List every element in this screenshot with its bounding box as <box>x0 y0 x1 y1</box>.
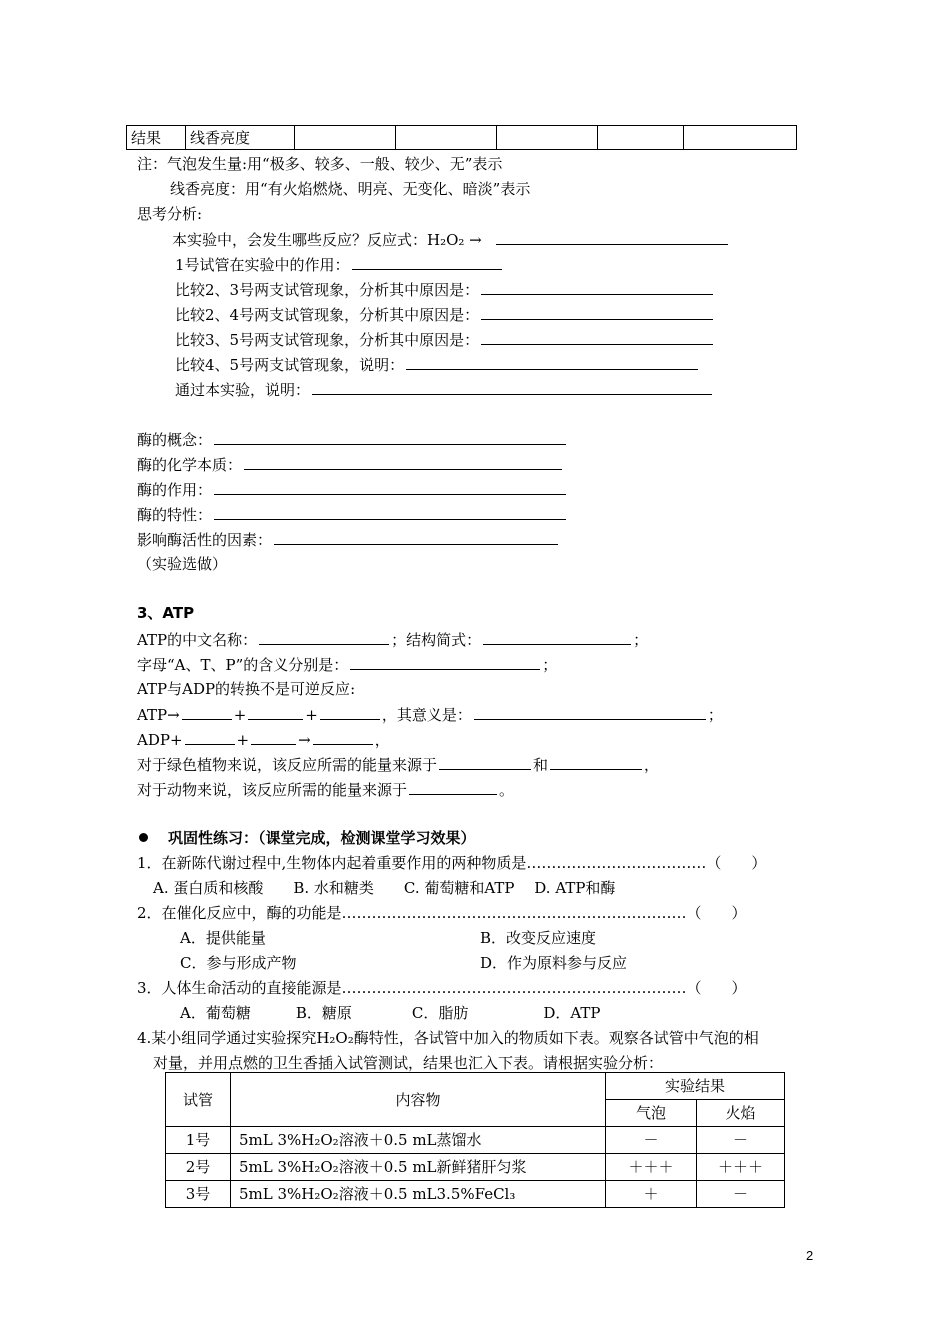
answer-blank[interactable] <box>312 380 712 395</box>
enzyme-property <box>137 505 568 524</box>
exercise-q1-options: A. 蛋白质和核酸 B. 水和糖类 C. 葡萄糖和ATP D. ATP和酶 <box>153 879 616 897</box>
analysis-q6-text: 比较4、5号两支试管现象，说明： <box>175 356 405 374</box>
atp-comma: ， <box>644 756 660 774</box>
analysis-q5 <box>175 330 715 349</box>
content-cell: 5mL 3%H₂O₂溶液＋0.5 mL新鲜猪肝匀浆 <box>231 1154 606 1181</box>
analysis-q5-text: 比较3、5号两支试管现象，分析其中原因是： <box>175 331 480 349</box>
atp-structure-label: ；结构简式： <box>391 631 482 649</box>
answer-blank[interactable] <box>214 430 566 445</box>
atp-heading: 3、ATP <box>137 604 195 622</box>
result-row-table <box>126 125 797 150</box>
experiment-table <box>165 1072 785 1208</box>
exercise-q2-option-a: A．提供能量 <box>180 929 266 947</box>
answer-blank[interactable] <box>320 705 380 720</box>
atp-semicolon: ； <box>542 656 558 674</box>
optional-experiment: （实验选做） <box>137 555 228 573</box>
header-result: 实验结果 <box>606 1073 785 1100</box>
analysis-title: 思考分析: <box>137 205 203 223</box>
enzyme-factors-text: 影响酶活性的因素： <box>137 531 273 549</box>
empty-cell <box>598 126 684 150</box>
atp-period: 。 <box>499 781 515 799</box>
content-cell: 5mL 3%H₂O₂溶液＋0.5 mL3.5%FeCl₃ <box>231 1181 606 1208</box>
header-bubble: 气泡 <box>606 1100 697 1127</box>
enzyme-concept <box>137 430 568 449</box>
table-row <box>166 1181 785 1208</box>
enzyme-factors <box>137 530 560 549</box>
exercise-q4-line1: 4.某小组同学通过实验探究H₂O₂酶特性，各试管中加入的物质如下表。观察各试管中气泡的相 <box>137 1029 759 1047</box>
exercise-q4-line2: 对量，并用点燃的卫生香插入试管测试，结果也汇入下表。请根据实验分析： <box>153 1054 664 1072</box>
exercise-heading-text: 巩固性练习：（课堂完成，检测课堂学习效果） <box>168 829 476 847</box>
answer-blank[interactable] <box>481 280 713 295</box>
atp-equation-2 <box>137 730 390 749</box>
atp-animal-text: 对于动物来说，该反应所需的能量来源于 <box>137 781 408 799</box>
analysis-q6 <box>175 355 700 374</box>
bubble-cell: － <box>606 1127 697 1154</box>
note-bubble: 注：气泡发生量:用“极多、较多、一般、较少、无”表示 <box>137 155 503 173</box>
bullet-icon <box>139 833 148 842</box>
answer-blank[interactable] <box>352 255 502 270</box>
empty-cell <box>396 126 497 150</box>
analysis-q4-text: 比较2、4号两支试管现象，分析其中原因是： <box>175 306 480 324</box>
atp-plant-line <box>137 755 659 774</box>
exercise-heading <box>137 829 476 847</box>
bubble-cell: ＋ <box>606 1181 697 1208</box>
enzyme-function-text: 酶的作用： <box>137 481 213 499</box>
answer-blank[interactable] <box>481 330 713 345</box>
exercise-q3: 3．人体生命活动的直接能源是……………………………………………………………（ ） <box>137 979 747 997</box>
atp-conversion: ATP与ADP的转换不是可逆反应: <box>137 680 356 698</box>
enzyme-function <box>137 480 568 499</box>
table-row <box>166 1127 785 1154</box>
analysis-q2 <box>175 255 504 274</box>
answer-blank[interactable] <box>409 780 497 795</box>
enzyme-nature-text: 酶的化学本质： <box>137 456 243 474</box>
answer-blank[interactable] <box>313 730 373 745</box>
plus-sign: + <box>233 706 247 724</box>
incense-brightness-cell: 线香亮度 <box>186 126 295 150</box>
analysis-q3-text: 比较2、3号两支试管现象，分析其中原因是： <box>175 281 480 299</box>
flame-cell: ＋＋＋ <box>697 1154 785 1181</box>
content-cell: 5mL 3%H₂O₂溶液＋0.5 mL蒸馏水 <box>231 1127 606 1154</box>
answer-blank[interactable] <box>481 305 713 320</box>
atp-name-label: ATP的中文名称： <box>137 631 258 649</box>
answer-blank[interactable] <box>496 230 728 245</box>
answer-blank[interactable] <box>483 630 631 645</box>
analysis-q2-text: 1号试管在实验中的作用： <box>175 256 350 274</box>
empty-cell <box>497 126 598 150</box>
analysis-q1 <box>172 230 730 249</box>
plus-sign: + <box>305 706 318 724</box>
atp-letters-line <box>137 655 557 674</box>
answer-blank[interactable] <box>274 530 558 545</box>
atp-semicolon: ； <box>707 706 723 724</box>
atp-plant-text: 对于绿色植物来说，该反应所需的能量来源于 <box>137 756 438 774</box>
enzyme-concept-text: 酶的概念： <box>137 431 213 449</box>
result-cell: 结果 <box>127 126 186 150</box>
answer-blank[interactable] <box>350 655 540 670</box>
answer-blank[interactable] <box>251 730 296 745</box>
analysis-q3 <box>175 280 715 299</box>
atp-eq1-start: ATP→ <box>137 706 180 724</box>
page-number: 2 <box>806 1248 814 1263</box>
atp-animal-line <box>137 780 514 799</box>
exercise-q2: 2．在催化反应中，酶的功能是……………………………………………………………（ ） <box>137 904 747 922</box>
answer-blank[interactable] <box>244 455 562 470</box>
analysis-q7-text: 通过本实验，说明： <box>175 381 311 399</box>
bubble-cell: ＋＋＋ <box>606 1154 697 1181</box>
tube-cell: 3号 <box>166 1181 231 1208</box>
empty-cell <box>295 126 396 150</box>
tube-cell: 1号 <box>166 1127 231 1154</box>
atp-and: 和 <box>533 756 549 774</box>
header-tube: 试管 <box>166 1073 231 1127</box>
answer-blank[interactable] <box>406 355 698 370</box>
answer-blank[interactable] <box>259 630 389 645</box>
analysis-q4 <box>175 305 715 324</box>
flame-cell: － <box>697 1127 785 1154</box>
flame-cell: － <box>697 1181 785 1208</box>
header-content: 内容物 <box>231 1073 606 1127</box>
atp-name-line <box>137 630 648 649</box>
exercise-q2-option-b: B．改变反应速度 <box>480 929 597 947</box>
answer-blank[interactable] <box>182 705 232 720</box>
answer-blank[interactable] <box>439 755 531 770</box>
atp-equation-1 <box>137 705 723 724</box>
exercise-q2-option-c: C．参与形成产物 <box>180 954 297 972</box>
atp-eq1-meaning: ，其意义是： <box>381 706 472 724</box>
enzyme-nature <box>137 455 564 474</box>
answer-blank[interactable] <box>474 705 706 720</box>
atp-eq2-start: ADP+ <box>137 731 183 749</box>
atp-letters-label: 字母“A、T、P”的含义分别是： <box>137 656 349 674</box>
header-flame: 火焰 <box>697 1100 785 1127</box>
answer-blank[interactable] <box>248 705 303 720</box>
empty-cell <box>684 126 797 150</box>
answer-blank[interactable] <box>214 505 566 520</box>
answer-blank[interactable] <box>550 755 642 770</box>
plus-sign: + <box>236 731 250 749</box>
exercise-q3-options: A．葡萄糖 B．糖原 C．脂肪 D．ATP <box>180 1004 601 1022</box>
answer-blank[interactable] <box>214 480 566 495</box>
exercise-q1: 1．在新陈代谢过程中,生物体内起着重要作用的两种物质是………………………………（ ） <box>137 854 767 872</box>
answer-blank[interactable] <box>185 730 235 745</box>
analysis-q7 <box>175 380 714 399</box>
arrow: → <box>298 731 311 749</box>
enzyme-property-text: 酶的特性： <box>137 506 213 524</box>
atp-semicolon: ； <box>633 631 649 649</box>
table-row <box>166 1154 785 1181</box>
analysis-q1-text: 本实验中，会发生哪些反应？反应式：H₂O₂ → <box>172 231 482 249</box>
exercise-q2-option-d: D．作为原料参与反应 <box>480 954 628 972</box>
tube-cell: 2号 <box>166 1154 231 1181</box>
atp-comma: ， <box>374 731 390 749</box>
note-incense: 线香亮度：用“有火焰燃烧、明亮、无变化、暗淡”表示 <box>170 180 531 198</box>
